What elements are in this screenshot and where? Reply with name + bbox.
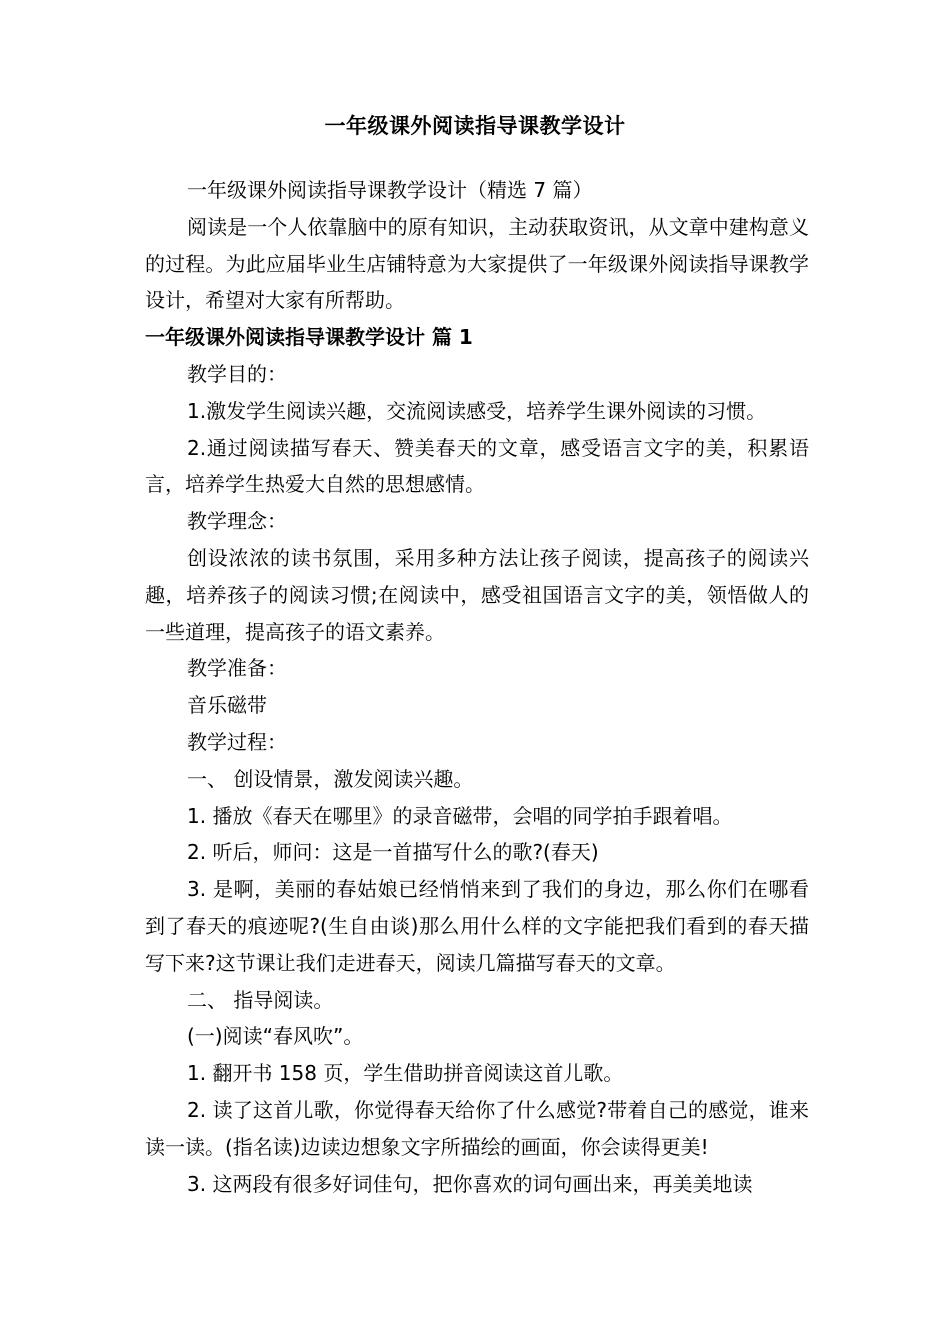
paragraph-step-two: 二、 指导阅读。: [187, 987, 334, 1012]
paragraph-teaching-concept: 创设浓浓的读书氛围，采用多种方法让孩子阅读，提高孩子的阅读兴趣，培养孩子的阅读习惯;在阅读中，感受祖国语言文字的美，领悟做人的一些道理，提高孩子的语文素养。: [145, 545, 809, 644]
paragraph-subtitle: 一年级课外阅读指导课教学设计（精选 7 篇）: [187, 178, 593, 202]
paragraph-step-one-1: 1. 播放《春天在哪里》的录音磁带，会唱的同学拍手跟着唱。: [187, 803, 733, 828]
paragraph-step-two-2: 2. 读了这首儿歌，你觉得春天给你了什么感觉?带着自己的感觉，谁来读一读。(指名读)边读边想象文字所描绘的画面，你会读得更美!: [145, 1097, 809, 1159]
paragraph-preparation-label: 教学准备：: [187, 656, 287, 681]
paragraph-step-two-3: 3. 这两段有很多好词佳句，把你喜欢的词句画出来，再美美地读: [187, 1171, 753, 1196]
paragraph-step-two-1: 1. 翻开书 158 页，学生借助拼音阅读这首儿歌。: [187, 1061, 624, 1086]
paragraph-goal-2: 2.通过阅读描写春天、赞美春天的文章，感受语言文字的美，积累语言，培养学生热爱大自然的思想感情。: [145, 435, 809, 497]
paragraph-step-one: 一、 创设情景，激发阅读兴趣。: [187, 766, 474, 791]
document-title: 一年级课外阅读指导课教学设计: [324, 114, 626, 138]
document-body: [145, 172, 809, 1202]
paragraph-step-two-sub-1: (一)阅读“春风吹”。: [187, 1024, 364, 1049]
paragraph-goal-1: 1.激发学生阅读兴趣，交流阅读感受，培养学生课外阅读的习惯。: [187, 398, 767, 423]
paragraph-step-one-2: 2. 听后，师问：这是一首描写什么的歌?(春天): [187, 840, 599, 865]
paragraph-intro: 阅读是一个人依靠脑中的原有知识，主动获取资讯，从文章中建构意义的过程。为此应届毕业生店铺特意为大家提供了一年级课外阅读指导课教学设计，希望对大家有所帮助。: [145, 214, 809, 313]
section-heading: 一年级课外阅读指导课教学设计 篇 1: [145, 325, 473, 350]
paragraph-process-label: 教学过程：: [187, 729, 287, 754]
paragraph-teaching-goals-label: 教学目的：: [187, 361, 287, 386]
paragraph-teaching-concept-label: 教学理念：: [187, 509, 287, 534]
paragraph-preparation: 音乐磁带: [187, 693, 267, 718]
paragraph-step-one-3: 3. 是啊，美丽的春姑娘已经悄悄来到了我们的身边，那么你们在哪看到了春天的痕迹呢?(生自由谈)那么用什么样的文字能把我们看到的春天描写下来?这节课让我们走进春天，阅读几篇描写春天的文章。: [145, 877, 809, 975]
